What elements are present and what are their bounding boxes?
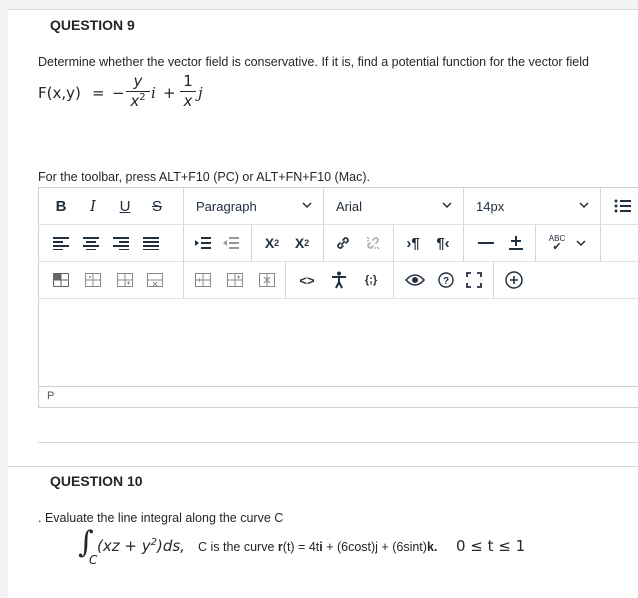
indent-button[interactable] [193,225,213,261]
fraction-y-over-x2 [126,72,150,111]
table-delete-row-button[interactable] [145,262,165,298]
table-col-before-button[interactable] [193,262,213,298]
parameter-range: 0 ≤ t ≤ 1 [456,537,526,555]
spellcheck-dropdown[interactable] [571,225,591,261]
toolbar-divider [183,262,184,298]
question-10-title: QUESTION 10 [50,473,143,489]
editor-content-area[interactable] [39,299,638,387]
table-row-icon [85,273,101,287]
table-row-before-button[interactable] [83,262,103,298]
section-divider [38,442,638,443]
integrand: $(xz + y^2)ds$, [97,537,185,555]
align-justify-icon [143,236,159,250]
toolbar-divider [463,225,464,261]
chevron-down-icon [579,200,589,210]
font-size-select[interactable] [464,188,599,224]
align-center-icon [83,236,99,250]
unit-i: i [151,84,156,102]
block-format-select[interactable] [184,188,322,224]
table-row-after-button[interactable] [115,262,135,298]
link-icon [334,234,352,252]
bullet-list-button[interactable] [609,188,637,224]
strikethrough-button[interactable]: S [151,197,162,215]
unlink-icon [364,234,382,252]
editor-status-path: P [47,390,55,402]
toolbar-divider [285,262,286,298]
formula-lhs: F(x,y) [38,84,81,102]
spellcheck-icon: ABC ✔ [548,234,566,253]
toolbar-hint: For the toolbar, press ALT+F10 (PC) or ALT+FN+F10 (Mac). [38,170,370,184]
toolbar-divider [251,225,252,261]
insert-table-button[interactable] [51,262,71,298]
font-size-value: 14px [476,198,505,214]
formula-equals: = [92,84,105,102]
unlink-button[interactable] [361,225,385,261]
outdent-button[interactable] [221,225,241,261]
spellcheck-button[interactable] [543,225,571,261]
fraction-numerator: y [133,72,143,90]
toolbar-row-1 [39,188,638,225]
table-icon [53,273,69,287]
fraction-1-over-x [180,72,196,111]
question-10-card [8,466,638,598]
ltr-button[interactable] [401,225,425,261]
block-format-value: Paragraph [196,198,257,214]
formula-plus: + [163,84,176,102]
chevron-down-icon [302,200,312,210]
fraction-denominator: $x^2$ [126,91,150,111]
table-delete-col-button[interactable] [257,262,277,298]
justify-button[interactable] [141,225,161,261]
toolbar-row-3 [39,262,638,299]
rich-text-editor [38,187,638,408]
align-center-button[interactable] [81,225,101,261]
toolbar-divider [493,262,494,298]
curve-definition: C is the curve r(t) = 4ti + (6cost)j + (6sint)k. [198,540,438,554]
preview-button[interactable] [403,262,427,298]
question-9-prompt: Determine whether the vector field is conservative. If it is, find a potential function for the vector field [38,55,589,69]
table-delete-icon [147,273,163,287]
help-button[interactable] [435,262,457,298]
italic-button[interactable]: I [90,197,96,215]
table-col-after-button[interactable] [225,262,245,298]
align-right-button[interactable] [111,225,131,261]
align-left-icon [53,236,69,250]
fullscreen-button[interactable] [463,262,485,298]
underline-button[interactable]: U [119,197,131,215]
question-9-card [8,9,638,466]
table-delete-icon [259,273,275,287]
fraction-denominator: x [180,91,196,111]
unit-j: j [198,84,203,102]
horizontal-line-icon [478,241,494,245]
help-icon [438,272,454,288]
superscript-button[interactable]: X 2 [264,235,280,251]
chevron-down-icon [442,200,452,210]
outdent-icon [223,236,239,250]
chevron-down-icon [576,238,586,248]
toolbar-divider [600,225,601,261]
subscript-button[interactable]: X 2 [294,235,310,251]
add-content-button[interactable] [501,262,527,298]
toolbar-divider [535,225,536,261]
table-column-icon [195,273,211,287]
toolbar-divider [183,225,184,261]
question-10-prompt: . Evaluate the line integral along the curve C [38,511,284,525]
table-column-icon [227,273,243,287]
paragraph-rtl-icon: ¶‹ [436,234,450,252]
fullscreen-icon [466,272,482,288]
insert-link-button[interactable] [331,225,355,261]
code-sample-button[interactable]: <> [299,272,315,288]
toolbar-divider [393,262,394,298]
horizontal-line-button[interactable] [475,225,497,261]
paragraph-ltr-icon: ›¶ [406,234,420,252]
integral-sign: ∫ [78,525,94,560]
toolbar-row-2 [39,225,638,262]
toolbar-divider [600,188,601,224]
accessibility-icon [331,271,347,289]
align-left-button[interactable] [51,225,71,261]
align-right-icon [113,236,129,250]
accessibility-button[interactable] [327,262,351,298]
toolbar-divider [323,225,324,261]
bullet-list-icon [614,198,632,214]
eye-icon [405,273,425,287]
integral-subscript: C [89,553,98,567]
toolbar-divider [393,225,394,261]
bold-button[interactable]: B [55,197,67,215]
font-family-select[interactable] [324,188,462,224]
indent-icon [195,236,211,250]
formula-minus: − [112,84,125,102]
svg-text:?: ? [442,276,450,287]
rtl-button[interactable] [431,225,455,261]
add-circle-icon [505,271,523,289]
plus-minus-icon [508,234,524,252]
fraction-numerator: 1 [183,72,193,90]
question-9-title: QUESTION 9 [50,17,135,33]
font-family-value: Arial [336,198,363,214]
html-source-button[interactable]: {;} [364,274,378,286]
plus-minus-button[interactable] [505,225,527,261]
table-row-icon [117,273,133,287]
